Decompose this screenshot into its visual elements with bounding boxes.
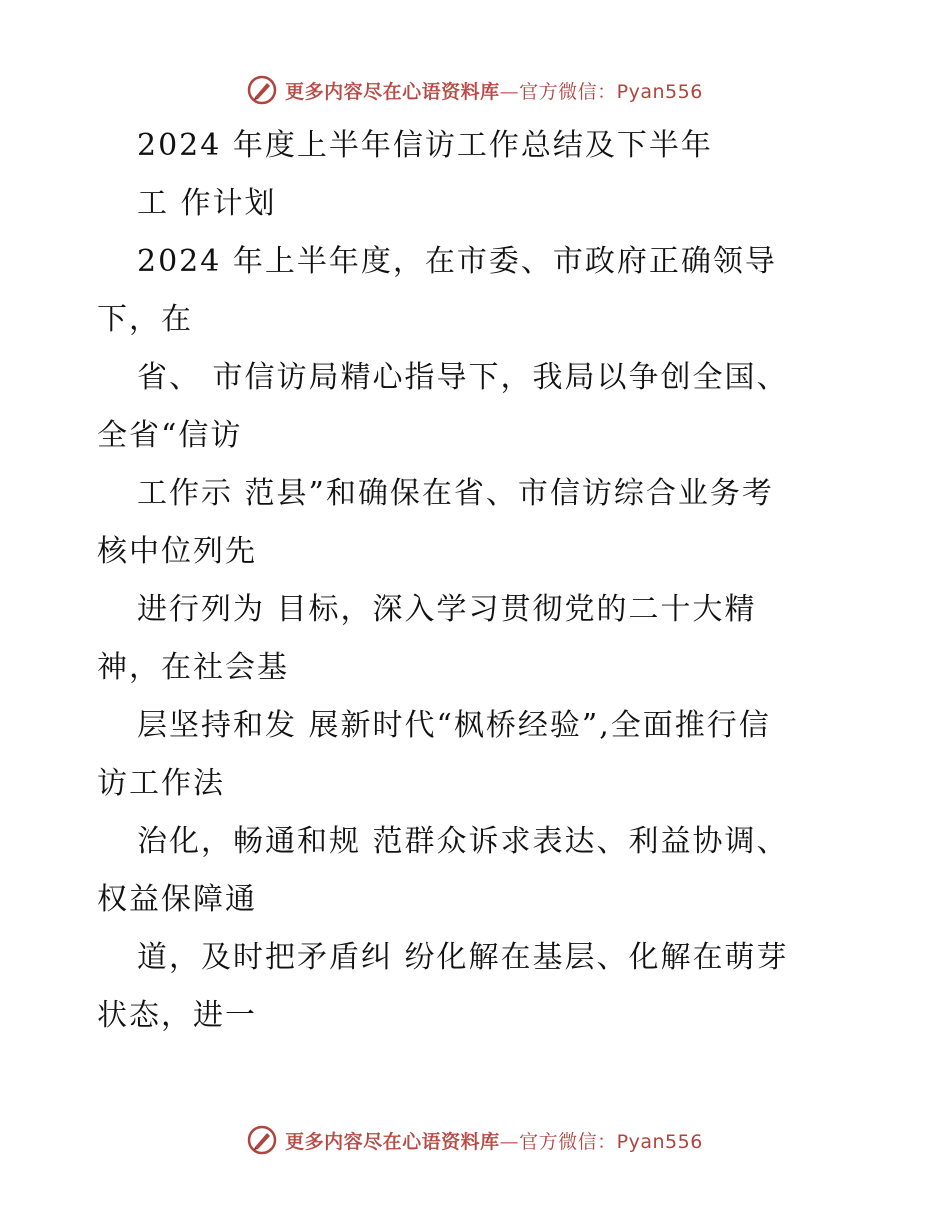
doc-line-5: 省、 市信访局精心指导下，我局以争创全国、	[137, 360, 789, 395]
pen-circle-logo-icon	[247, 75, 277, 105]
doc-line-10: 神，在社会基	[97, 650, 289, 685]
watermark-main-text: 更多内容尽在心语资料库	[285, 80, 500, 103]
doc-line-3: 2024 年上半年度，在市委、市政府正确领导	[137, 244, 777, 279]
pen-circle-logo-icon	[247, 1125, 277, 1155]
watermark-separator: —	[499, 1130, 520, 1153]
doc-line-9: 进行列为 目标，深入学习贯彻党的二十大精	[137, 592, 757, 627]
doc-line-2: 工 作计划	[137, 186, 277, 221]
doc-line-16: 状态，进一	[97, 998, 257, 1033]
doc-line-11: 层坚持和发 展新时代“枫桥经验”,全面推行信	[137, 708, 771, 743]
header-watermark	[0, 70, 950, 110]
doc-line-6: 全省“信访	[97, 418, 243, 453]
doc-line-1: 2024 年度上半年信访工作总结及下半年	[137, 128, 713, 163]
footer-watermark	[0, 1120, 950, 1160]
doc-line-7: 工作示 范县”和确保在省、市信访综合业务考	[137, 476, 774, 511]
watermark-separator: —	[499, 80, 520, 103]
doc-line-13: 治化，畅通和规 范群众诉求表达、利益协调、	[137, 824, 789, 859]
doc-line-8: 核中位列先	[97, 534, 257, 569]
watermark-wechat-text: 官方微信：Pyan556	[519, 1130, 703, 1153]
doc-line-14: 权益保障通	[97, 882, 257, 917]
watermark-wechat-text: 官方微信：Pyan556	[519, 80, 703, 103]
doc-line-12: 访工作法	[97, 766, 225, 801]
watermark-main-text: 更多内容尽在心语资料库	[285, 1130, 500, 1153]
doc-line-15: 道，及时把矛盾纠 纷化解在基层、化解在萌芽	[137, 940, 789, 975]
doc-line-4: 下，在	[97, 302, 193, 337]
